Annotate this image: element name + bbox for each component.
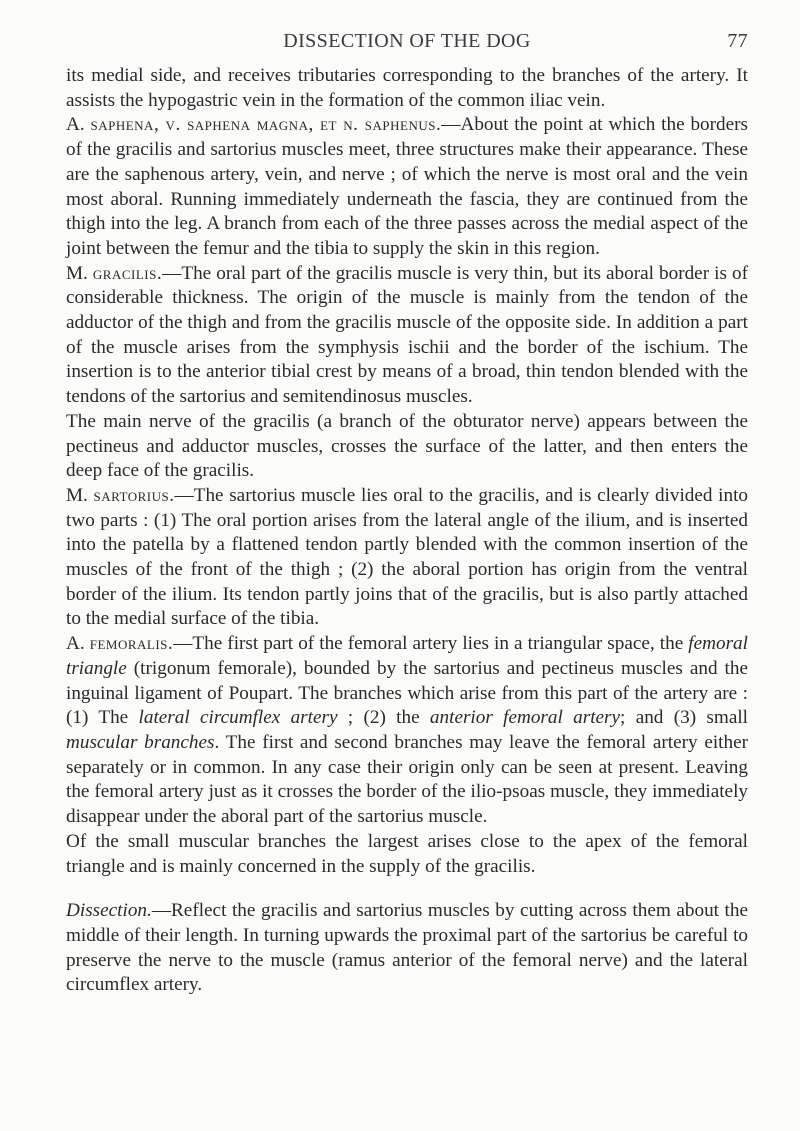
section-heading: gracilis. [92, 262, 163, 284]
italic-term: muscular branches [66, 731, 215, 753]
italic-term: Dissection. [66, 900, 152, 922]
text-run: . The first and second branches may leave the femoral artery either separately or in common. In any case their origin only can be seen at present. Leaving the femoral artery just as it crosses the border of the ilio-psoas muscle, they immediately disappear under the aboral part of the sartorius muscle. [66, 731, 748, 828]
text-run: A. [66, 633, 90, 655]
paragraph [66, 64, 748, 113]
text-run: A. [66, 114, 91, 136]
running-head [66, 30, 748, 64]
body-text [66, 64, 748, 998]
text-run: (trigonum femorale), bounded by the sartorius and pectineus muscles and the inguinal ligament of Poupart. The branches which arise from this part of the artery are : (1) The [66, 657, 748, 729]
italic-term: femoral triangle [66, 633, 748, 679]
text-run: —The sartorius muscle lies oral to the gracilis, and is clearly divided into two parts : (1) The oral portion arises from the lateral angle of the ilium, and is inserted into the patella by a flattened tendon partly blended with the common insertion of the muscles of the front of the thigh ; (2) the aboral portion has origin from the ventral border of the ilium. Its tendon partly joins that of the gracilis, but is also partly attached to the medial surface of the tibia. [66, 484, 748, 630]
section-heading: femoralis. [89, 633, 174, 655]
section-heading: saphena, v. saphena magna, et n. saphenus. [90, 114, 442, 136]
text-run: M. [66, 484, 94, 506]
text-run: ; (2) the [337, 707, 430, 729]
text-run: The main nerve of the gracilis (a branch of the obturator nerve) appears between the pectineus and adductor muscles, crosses the surface of the latter, and then enters the deep face of the gracilis. [66, 410, 748, 482]
text-run: Of the small muscular branches the largest arises close to the apex of the femoral triangle and is mainly concerned in the supply of the gracilis. [66, 830, 748, 877]
paragraph [66, 113, 748, 261]
text-run: M. [66, 262, 93, 284]
paragraph [66, 632, 748, 830]
paragraph [66, 262, 748, 410]
italic-term: lateral circumflex artery [138, 707, 338, 729]
running-head-title: DISSECTION OF THE DOG [283, 30, 531, 52]
text-run: —About the point at which the borders of the gracilis and sartorius muscles meet, three structures make their appearance. These are the saphenous artery, vein, and nerve ; of which the nerve is most oral and the vein most aboral. Running immediately underneath the fascia, they are continued from the thigh into the leg. A branch from each of the three passes across the medial aspect of the joint between the femur and the tibia to supply the skin in this region. [66, 114, 748, 259]
text-run: —The first part of the femoral artery lies in a triangular space, the [173, 633, 689, 655]
paragraph [66, 830, 748, 879]
text-run: —The oral part of the gracilis muscle is very thin, but its aboral border is of considerable thickness. The origin of the muscle is mainly from the tendon of the adductor of the thigh and from the gracilis muscle of the opposite side. In addition a part of the muscle arises from the symphysis ischii and the border of the ischium. The insertion is to the anterior tibial crest by means of a broad, thin tendon blended with the tendons of the sartorius and semitendinosus muscles. [66, 262, 748, 408]
text-run: ; and (3) small [620, 707, 748, 729]
section-heading: sartorius. [93, 484, 175, 506]
paragraph [66, 484, 748, 632]
paragraph [66, 410, 748, 484]
page-number: 77 [727, 30, 748, 52]
text-run: —Reflect the gracilis and sartorius muscles by cutting across them about the middle of their length. In turning upwards the proximal part of the sartorius be careful to preserve the nerve to the muscle (ramus anterior of the femoral nerve) and the lateral circumflex artery. [66, 900, 748, 996]
paragraph [66, 899, 748, 998]
text-run: its medial side, and receives tributaries corresponding to the branches of the artery. It assists the hypogastric vein in the formation of the common iliac vein. [66, 65, 748, 111]
italic-term: anterior femoral artery [429, 707, 621, 729]
